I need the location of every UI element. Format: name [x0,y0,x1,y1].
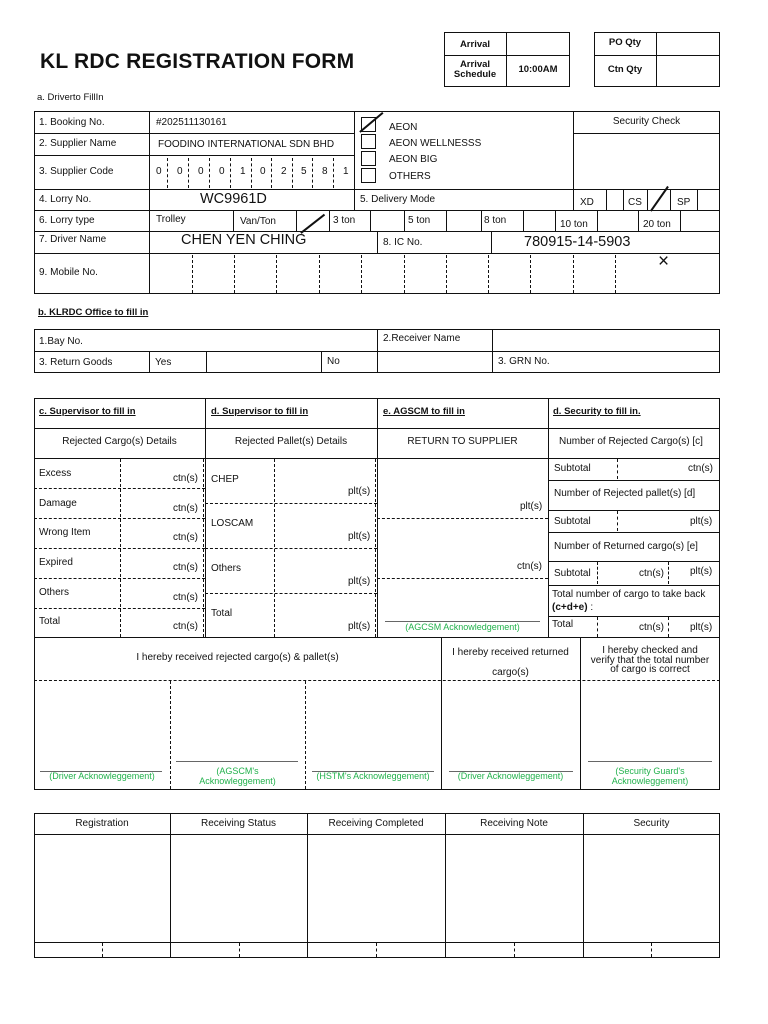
security-check-label: Security Check [612,116,681,127]
agscm-acknowledgement-2: Acknowleggement) [199,776,276,786]
delivery-mode-xd: XD [580,197,594,208]
supplier-code-digit: 5 [301,166,307,177]
col-security: Security [633,818,670,829]
total-unit: ctn(s) [173,621,198,632]
expired-unit: ctn(s) [173,562,198,573]
aeon-big-checkbox[interactable] [361,151,376,166]
lorry-type-van-ton: Van/Ton [240,216,276,227]
subtotal-3-plt-unit: plt(s) [690,566,713,577]
bay-label: 1.Bay No. [39,336,83,347]
col-registration: Registration [75,818,129,829]
supplier-code-digit: 1 [343,166,349,177]
others-unit: ctn(s) [173,592,198,603]
lorry-no-label: 4. Lorry No. [39,194,92,205]
pallet-total-unit: plt(s) [348,621,371,632]
no-label: No [327,356,340,367]
driver-name-label: 7. Driver Name [39,234,107,245]
grand-total-ctn-unit: ctn(s) [639,622,664,633]
customer-aeon: AEON [389,122,418,133]
section-b-heading: b. KLRDC Office to fill in [38,307,149,318]
section-e-subheading: RETURN TO SUPPLIER [407,436,518,447]
agcsm-acknowledgement: (AGCSM Acknowledgement) [405,622,520,632]
col-receiving-completed: Receiving Completed [328,818,424,829]
lorry-no-value: WC9961D [200,191,267,207]
po-qty-label: PO Qty [608,37,642,48]
supplier-name-label: 2. Supplier Name [39,138,117,149]
received-returned-text-1: I hereby received returned [452,647,569,658]
lorry-type-10-ton: 10 ton [560,219,588,230]
agscm-acknowledgement-1: (AGSCM's [216,766,259,776]
supplier-code-digit: 2 [281,166,287,177]
section-d1-heading: d. Supervisor to fill in [211,406,309,417]
wrong-item-label: Wrong Item [39,527,91,538]
security-acknowledgement-1: (Security Guard's [615,766,685,776]
lorry-type-trolley: Trolley [156,214,186,225]
arrival-schedule-label: Arrival Schedule [453,59,497,80]
returned-cargo-label: Number of Returned cargo(s) [e] [554,541,698,552]
booking-label: 1. Booking No. [39,117,105,128]
lorry-type-3-ton: 3 ton [333,215,356,226]
arrival-label: Arrival [459,39,491,50]
section-e-heading: e. AGSCM to fill in [383,406,465,417]
lorry-type-8-ton: 8 ton [484,215,507,226]
subtotal-1-label: Subtotal [554,463,591,474]
mobile-label: 9. Mobile No. [39,267,98,278]
return-plt-unit: plt(s) [520,501,543,512]
driver-name-value: CHEN YEN CHING [181,232,307,248]
total-take-back-label: Total number of cargo to take back [552,589,706,600]
section-c-subheading: Rejected Cargo(s) Details [62,436,177,447]
hstm-acknowledgement: (HSTM's Acknowleggement) [316,771,430,781]
return-goods-label: 3. Return Goods [39,357,113,368]
loscam-label: LOSCAM [211,518,254,529]
chep-unit: plt(s) [348,486,371,497]
checked-text-1: I hereby checked and [602,645,698,656]
checked-text-2: verify that the total number [590,655,710,666]
chep-label: CHEP [211,474,239,485]
grn-label: 3. GRN No. [498,356,550,367]
checked-text-3: of cargo is correct [610,664,690,675]
excess-unit: ctn(s) [173,473,198,484]
supplier-code-digit: 0 [219,166,225,177]
grand-total-label: Total [552,619,574,630]
pallet-others-unit: plt(s) [348,576,371,587]
arrival-schedule-value: 10:00AM [518,64,558,75]
loscam-unit: plt(s) [348,531,371,542]
section-d1-subheading: Rejected Pallet(s) Details [234,436,348,447]
ic-value: 780915-14-5903 [524,234,631,250]
form-title: KL RDC REGISTRATION FORM [40,50,355,73]
supplier-name-value: FOODINO INTERNATIONAL SDN BHD [158,139,335,150]
excess-label: Excess [39,468,72,479]
section-c-heading: c. Supervisor to fill in [39,406,136,417]
receiver-label: 2.Receiver Name [383,333,461,344]
section-d2-heading: d. Security to fill in. [553,406,641,417]
aeon-wellness-checkbox[interactable] [361,134,376,149]
pallet-total-label: Total [211,608,233,619]
return-ctn-unit: ctn(s) [517,561,542,572]
delivery-mode-cs: CS [628,197,642,208]
ctn-qty-label: Ctn Qty [607,64,643,75]
supplier-code-digit: 8 [322,166,328,177]
received-returned-text-2: cargo(s) [492,667,529,678]
damage-label: Damage [39,498,77,509]
delivery-mode-sp: SP [677,197,691,208]
subtotal-3-ctn-unit: ctn(s) [639,568,664,579]
lorry-type-20-ton: 20 ton [643,219,671,230]
subtotal-3-label: Subtotal [554,568,591,579]
supplier-code-digit: 0 [198,166,204,177]
booking-value: #202511130161 [156,117,227,128]
lorry-type-5-ton: 5 ton [408,215,431,226]
rejected-pallet-label: Number of Rejected pallet(s) [d] [554,488,696,499]
received-rejected-text: I hereby received rejected cargo(s) & pallet(s) [136,652,339,663]
security-cross-mark: × [658,251,670,272]
customer-aeon-big: AEON BIG [389,154,438,165]
supplier-code-digit: 0 [156,166,162,177]
others-checkbox[interactable] [361,168,376,183]
damage-unit: ctn(s) [173,503,198,514]
section-a-heading: a. Driverto FillIn [37,92,104,103]
customer-aeon-wellness: AEON WELLNESSS [389,138,482,149]
supplier-code-digit: 1 [240,166,246,177]
yes-label: Yes [155,357,172,368]
col-receiving-status: Receiving Status [200,818,277,829]
subtotal-2-unit: plt(s) [690,516,713,527]
grand-total-plt-unit: plt(s) [690,622,713,633]
supplier-code-digit: 0 [177,166,183,177]
driver-acknowledgement-1: (Driver Acknowleggement) [49,771,155,781]
supplier-code-digit: 0 [260,166,266,177]
subtotal-2-label: Subtotal [554,516,591,527]
total-label: Total [39,616,61,627]
expired-label: Expired [39,557,73,568]
others-label: Others [39,587,70,598]
lorry-type-label: 6. Lorry type [39,215,95,226]
total-formula: (c+d+e) : [552,602,594,613]
security-acknowledgement-2: Acknowleggement) [611,776,689,786]
delivery-mode-label: 5. Delivery Mode [360,194,436,205]
subtotal-1-unit: ctn(s) [688,463,713,474]
ic-label: 8. IC No. [383,237,423,248]
col-receiving-note: Receiving Note [480,818,548,829]
driver-acknowledgement-2: (Driver Acknowleggement) [457,771,564,781]
pallet-others-label: Others [211,563,242,574]
customer-others: OTHERS [389,171,431,182]
wrong-item-unit: ctn(s) [173,532,198,543]
section-d2-subheading: Number of Rejected Cargo(s) [c] [559,436,703,447]
supplier-code-label: 3. Supplier Code [39,166,114,177]
